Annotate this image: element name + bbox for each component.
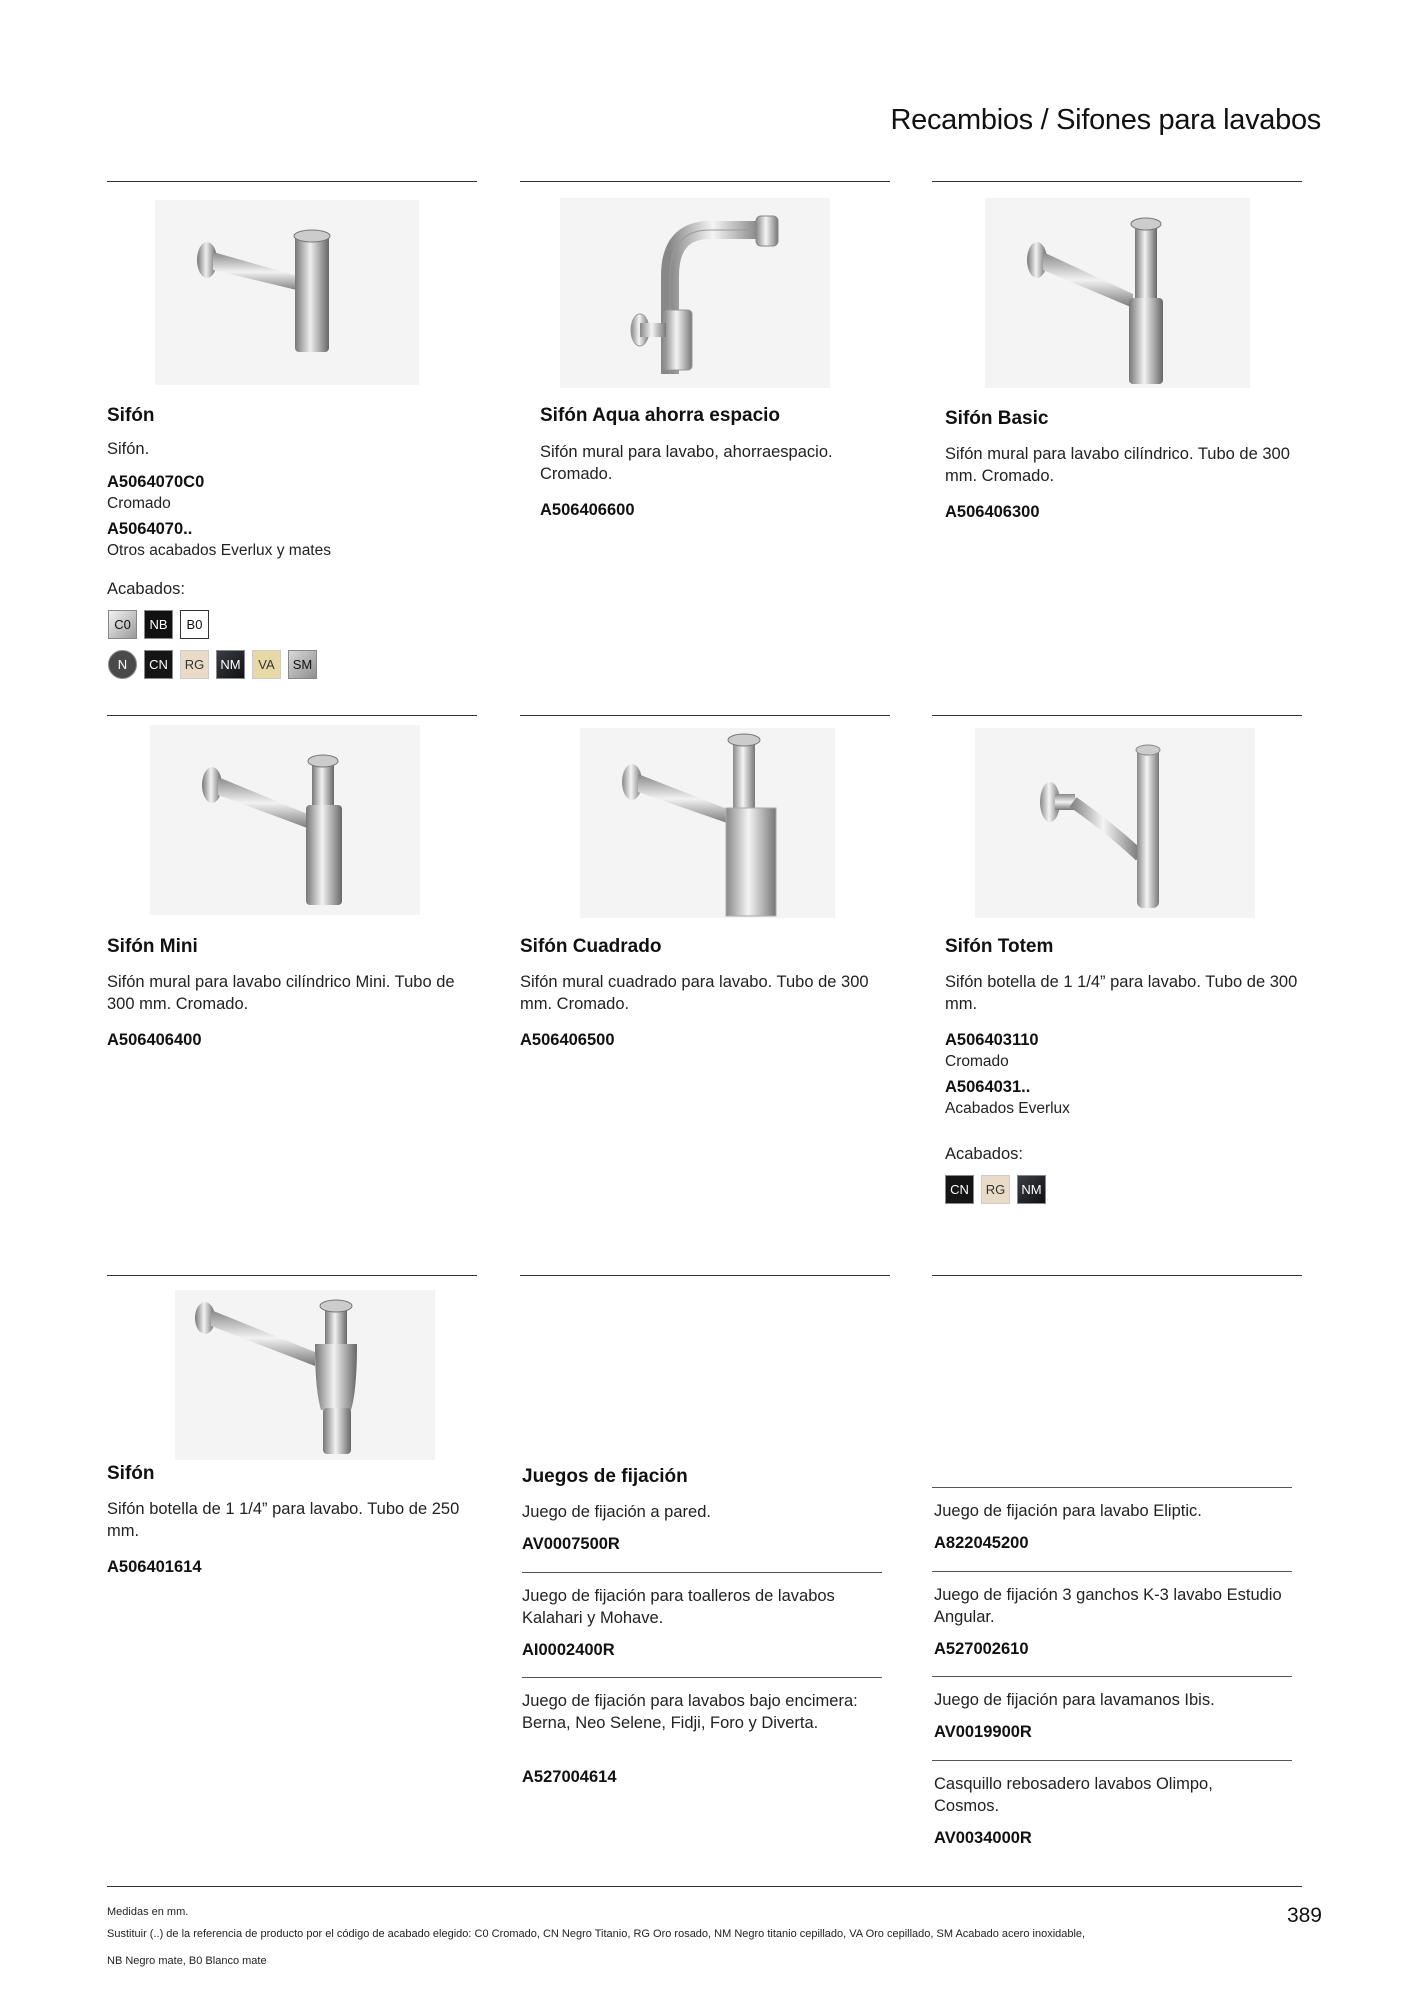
swatch-cn: CN [945,1175,974,1204]
divider [522,1572,882,1573]
product-code-note: Cromado [107,495,171,512]
fixing-description: Juego de fijación para lavamanos Ibis. [934,1691,1215,1709]
product-description: Sifón botella de 1 1/4” para lavabo. Tubo de 300 mm. [945,973,1298,1013]
fixing-description: Juego de fijación para lavabos bajo encimera: Berna, Neo Selene, Fidji, Foro y Diverta. [522,1692,858,1732]
divider [520,1275,890,1276]
product-code: A506406300 [945,503,1040,521]
fixing-code: AV0034000R [934,1829,1032,1847]
swatch-rg: RG [981,1175,1010,1204]
fixing-code: AV0019900R [934,1723,1032,1741]
divider [932,1571,1292,1572]
section-title-fixing: Juegos de fijación [522,1466,688,1487]
product-description: Sifón. [107,440,150,458]
product-title: Sifón Cuadrado [520,936,662,957]
product-code-note: Otros acabados Everlux y mates [107,542,331,559]
divider [520,715,890,716]
divider [932,1760,1292,1761]
swatch-sm: SM [288,650,317,679]
product-description: Sifón mural para lavabo cilíndrico. Tubo de 300 mm. Cromado. [945,445,1290,485]
product-image-sifon-basic [985,198,1250,388]
divider [520,181,890,182]
divider [932,181,1302,182]
divider [107,1275,477,1276]
fixing-description: Juego de fijación a pared. [522,1503,711,1521]
swatch-cn: CN [144,650,173,679]
footer-finish-note-cont: NB Negro mate, B0 Blanco mate [107,1955,267,1967]
fixing-description: Juego de fijación 3 ganchos K-3 lavabo Estudio Angular. [934,1586,1282,1626]
product-image-sifon-mini [150,725,420,915]
swatch-rg: RG [180,650,209,679]
product-title: Sifón [107,405,155,426]
fixing-description: Casquillo rebosadero lavabos Olimpo, Cosmos. [934,1775,1213,1815]
fixing-code: A527004614 [522,1768,617,1786]
product-description: Sifón mural para lavabo cilíndrico Mini. Tubo de 300 mm. Cromado. [107,973,455,1013]
swatch-nm: NM [1017,1175,1046,1204]
divider [932,1275,1302,1276]
swatch-nb: NB [144,610,173,639]
fixing-code: A822045200 [934,1534,1029,1552]
fixing-code: AV0007500R [522,1535,620,1553]
finishes-label: Acabados: [945,1145,1023,1163]
product-description: Sifón mural cuadrado para lavabo. Tubo de 300 mm. Cromado. [520,973,869,1013]
product-code: A506406600 [540,501,635,519]
fixing-code: AI0002400R [522,1641,615,1659]
divider [932,1676,1292,1677]
divider [522,1677,882,1678]
product-image-sifon [155,200,419,385]
product-code: A5064070C0 [107,473,205,491]
product-title: Sifón [107,1463,155,1484]
product-image-sifon-totem [975,728,1255,918]
product-title: Sifón Totem [945,936,1054,957]
product-image-sifon-botella [175,1290,435,1460]
page-number: 389 [1286,1904,1322,1927]
product-code: A5064031.. [945,1078,1031,1096]
product-code-note: Cromado [945,1053,1009,1070]
product-code: A506403110 [945,1031,1039,1049]
page-title: Recambios / Sifones para lavabos [890,104,1321,136]
divider [107,181,477,182]
product-code: A506401614 [107,1558,202,1576]
product-title: Sifón Mini [107,936,198,957]
divider [932,715,1302,716]
product-image-sifon-aqua [560,198,830,388]
finishes-label: Acabados: [107,580,185,598]
product-title: Sifón Basic [945,408,1049,429]
product-code: A5064070.. [107,520,193,538]
product-code: A506406400 [107,1031,202,1049]
product-title: Sifón Aqua ahorra espacio [540,405,781,426]
swatch-c0: C0 [108,610,137,639]
footer-finish-note: Sustituir (..) de la referencia de producto por el código de acabado elegido: C0 Cromado, CN Negro Titanio, RG Oro rosado, NM Negro titanio cepillado, VA Oro cepillado, SM Acabado acero inoxidable, [107,1928,1086,1940]
product-code: A506406500 [520,1031,615,1049]
swatch-nm: NM [216,650,245,679]
divider [107,715,477,716]
product-code-note: Acabados Everlux [945,1100,1070,1117]
swatch-n: N [108,650,137,679]
swatch-va: VA [252,650,281,679]
fixing-description: Juego de fijación para toalleros de lavabos Kalahari y Mohave. [522,1587,835,1627]
product-description: Sifón botella de 1 1/4” para lavabo. Tubo de 250 mm. [107,1500,460,1540]
footer-divider [107,1886,1302,1887]
product-image-sifon-cuadrado [580,728,835,918]
fixing-code: A527002610 [934,1640,1029,1658]
divider [932,1487,1292,1488]
product-description: Sifón mural para lavabo, ahorraespacio. Cromado. [540,443,833,483]
footer-units-note: Medidas en mm. [107,1906,189,1918]
fixing-description: Juego de fijación para lavabo Eliptic. [934,1502,1202,1520]
swatch-b0: B0 [180,610,209,639]
